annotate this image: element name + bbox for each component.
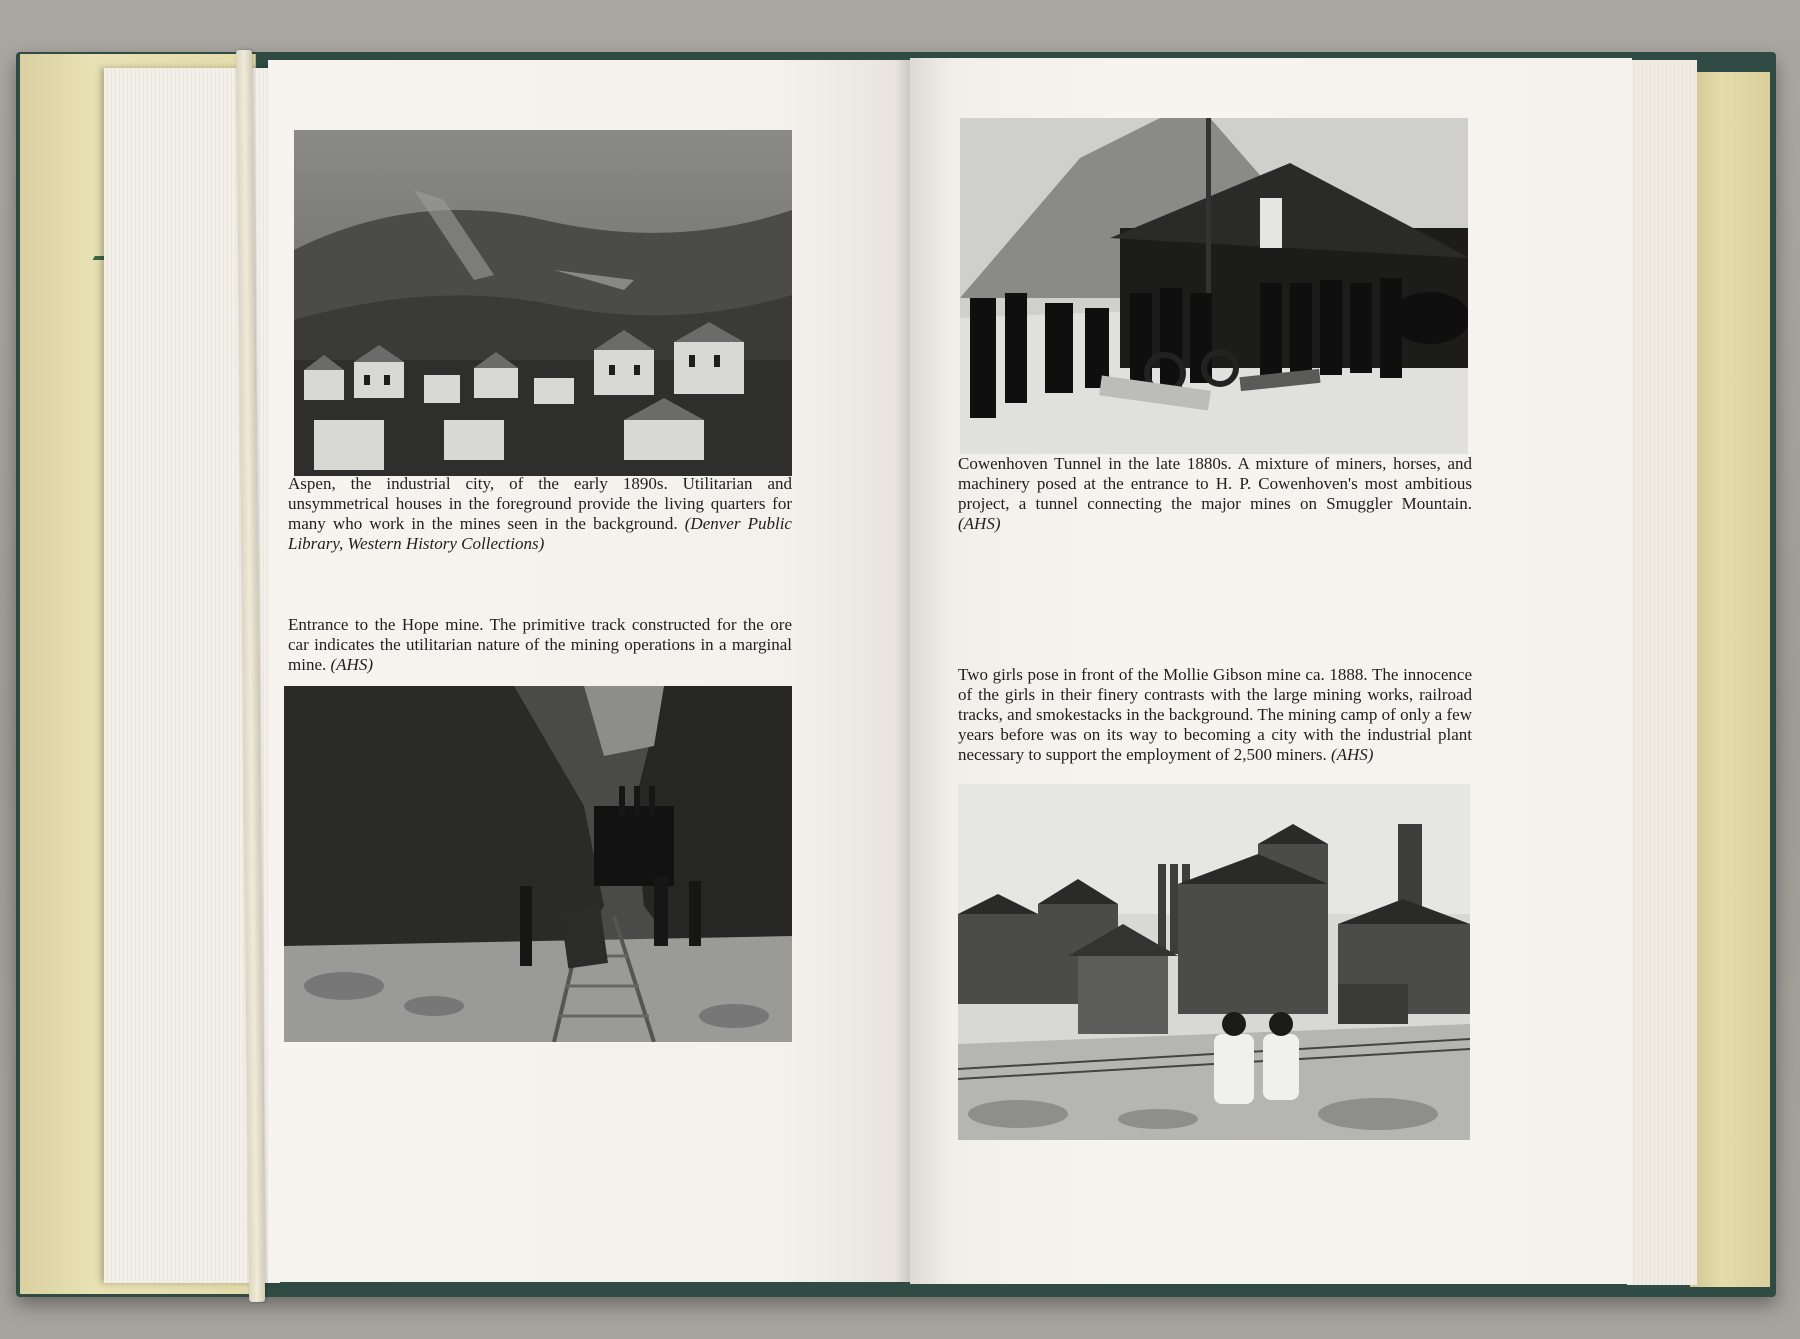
caption-mollie-gibson <box>958 665 1472 765</box>
caption-cowenhoven-credit: (AHS) <box>958 514 1001 533</box>
photo-mollie-gibson-mine <box>958 784 1470 1140</box>
right-page-edges <box>1627 60 1697 1285</box>
caption-mollie-gibson-credit: (AHS) <box>1330 745 1374 764</box>
caption-cowenhoven-text: Cowenhoven Tunnel in the late 1880s. A mixture of miners, horses, and machinery posed at the entrance to H. P. Cowenhoven's most ambitious project, a tunnel connecting the major mines on Smuggler Mountain. <box>958 454 1472 513</box>
caption-hope-mine-credit: (AHS) <box>330 655 373 674</box>
photo-aspen-industrial-city <box>294 130 792 476</box>
caption-cowenhoven <box>958 454 1472 534</box>
caption-aspen <box>288 474 792 554</box>
left-page <box>268 60 910 1282</box>
caption-hope-mine <box>288 615 792 675</box>
dust-jacket-right-edge <box>1690 72 1770 1287</box>
caption-aspen-text: Aspen, the industrial city, of the early 1890s. Utilitarian and unsymmetrical houses in the foreground provide the living quarters for many who work in the mines seen in the background. <box>288 474 792 533</box>
photo-cowenhoven-tunnel <box>960 118 1468 454</box>
right-page <box>910 58 1632 1284</box>
photo-hope-mine-entrance <box>284 686 792 1042</box>
caption-aspen-credit: (Denver Public Library, Western History Collections) <box>288 514 792 553</box>
caption-hope-mine-text: Entrance to the Hope mine. The primitive track constructed for the ore car indicates the utilitarian nature of the mining operations in a marginal mine. <box>288 615 792 674</box>
caption-mollie-gibson-text: Two girls pose in front of the Mollie Gibson mine ca. 1888. The innocence of the girls in their finery contrasts with the large mining works, railroad tracks, and smokestacks in the background. The mining camp of only a few years before was on its way to becoming a city with the industrial plant necessary to support the employment of 2,500 miners. <box>958 665 1472 764</box>
